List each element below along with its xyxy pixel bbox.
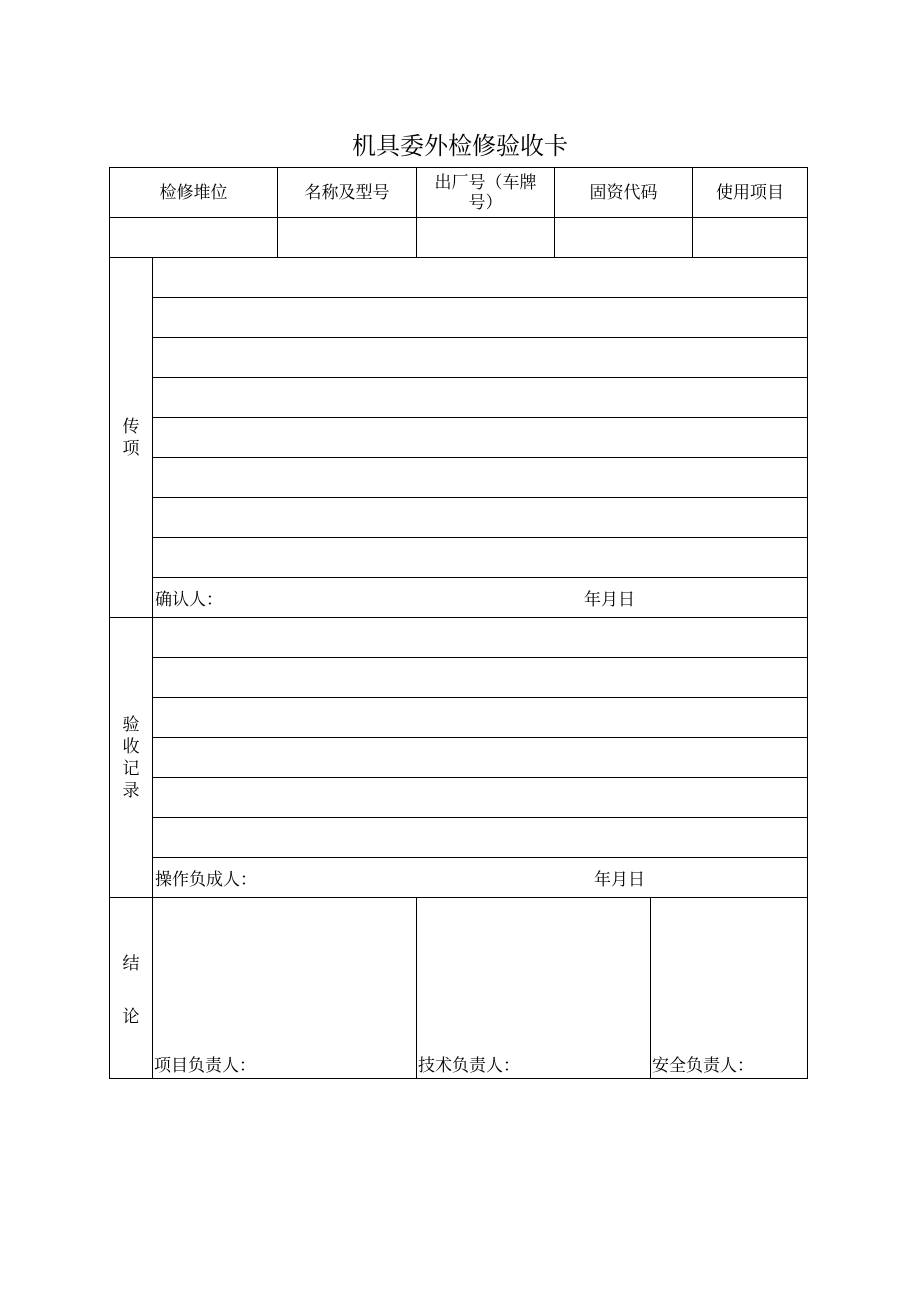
transfer-line: [110, 418, 808, 458]
tech-lead-cell[interactable]: [417, 898, 651, 1079]
transfer-line-cell[interactable]: [153, 498, 808, 538]
transfer-line: [110, 458, 808, 498]
header-cell-serial: 出厂号（车牌号）: [417, 168, 555, 218]
acceptance-line-cell[interactable]: [153, 738, 808, 778]
operator-date-label: 年月日: [594, 870, 645, 890]
header-row: [110, 168, 808, 218]
acceptance-line: [110, 778, 808, 818]
acceptance-line: [110, 658, 808, 698]
transfer-line: [110, 258, 808, 298]
header-cell-asset-code: 固资代码: [555, 168, 693, 218]
entry-row: [110, 218, 808, 258]
confirm-date-label: 年月日: [584, 590, 635, 610]
transfer-confirm-cell[interactable]: [153, 578, 808, 618]
header-cell-project: 使用项目: [693, 168, 808, 218]
transfer-line-cell[interactable]: [153, 338, 808, 378]
transfer-line: [110, 378, 808, 418]
conclusion-side-label: 结 论: [110, 898, 153, 1079]
acceptance-line-cell[interactable]: [153, 698, 808, 738]
acceptance-card-table: [109, 167, 808, 1079]
entry-cell-asset-code[interactable]: [555, 218, 693, 258]
entry-cell-name-model[interactable]: [278, 218, 417, 258]
form-title: 机具委外检修验收卡: [352, 132, 568, 160]
transfer-side-label: 传项: [110, 258, 153, 618]
acceptance-side-label: 验收记录: [110, 618, 153, 898]
conclusion-row: [110, 898, 808, 1079]
acceptance-line-cell[interactable]: [153, 658, 808, 698]
transfer-line-cell[interactable]: [153, 418, 808, 458]
transfer-line: [110, 338, 808, 378]
safety-lead-label: 安全负责人：: [652, 1056, 754, 1076]
transfer-line: [110, 538, 808, 578]
acceptance-line: [110, 698, 808, 738]
entry-cell-serial[interactable]: [417, 218, 555, 258]
acceptance-line: [110, 738, 808, 778]
transfer-line: [110, 298, 808, 338]
operator-label: 操作负成人：: [155, 870, 257, 890]
transfer-line-cell[interactable]: [153, 458, 808, 498]
header-cell-location: 检修堆位: [110, 168, 278, 218]
transfer-confirm-row: [110, 578, 808, 618]
acceptance-line-cell[interactable]: [153, 818, 808, 858]
safety-lead-cell[interactable]: [651, 898, 808, 1079]
acceptance-line: [110, 818, 808, 858]
confirm-label: 确认人：: [155, 590, 223, 610]
acceptance-line-cell[interactable]: [153, 618, 808, 658]
tech-lead-label: 技术负责人：: [418, 1056, 520, 1076]
entry-cell-location[interactable]: [110, 218, 278, 258]
transfer-line-cell[interactable]: [153, 258, 808, 298]
acceptance-line: [110, 618, 808, 658]
project-lead-cell[interactable]: [153, 898, 417, 1079]
transfer-line-cell[interactable]: [153, 298, 808, 338]
acceptance-line-cell[interactable]: [153, 778, 808, 818]
transfer-line: [110, 498, 808, 538]
transfer-line-cell[interactable]: [153, 378, 808, 418]
transfer-line-cell[interactable]: [153, 538, 808, 578]
project-lead-label: 项目负责人：: [154, 1056, 256, 1076]
acceptance-operator-row: [110, 858, 808, 898]
header-cell-name-model: 名称及型号: [278, 168, 417, 218]
entry-cell-project[interactable]: [693, 218, 808, 258]
acceptance-operator-cell[interactable]: [153, 858, 808, 898]
